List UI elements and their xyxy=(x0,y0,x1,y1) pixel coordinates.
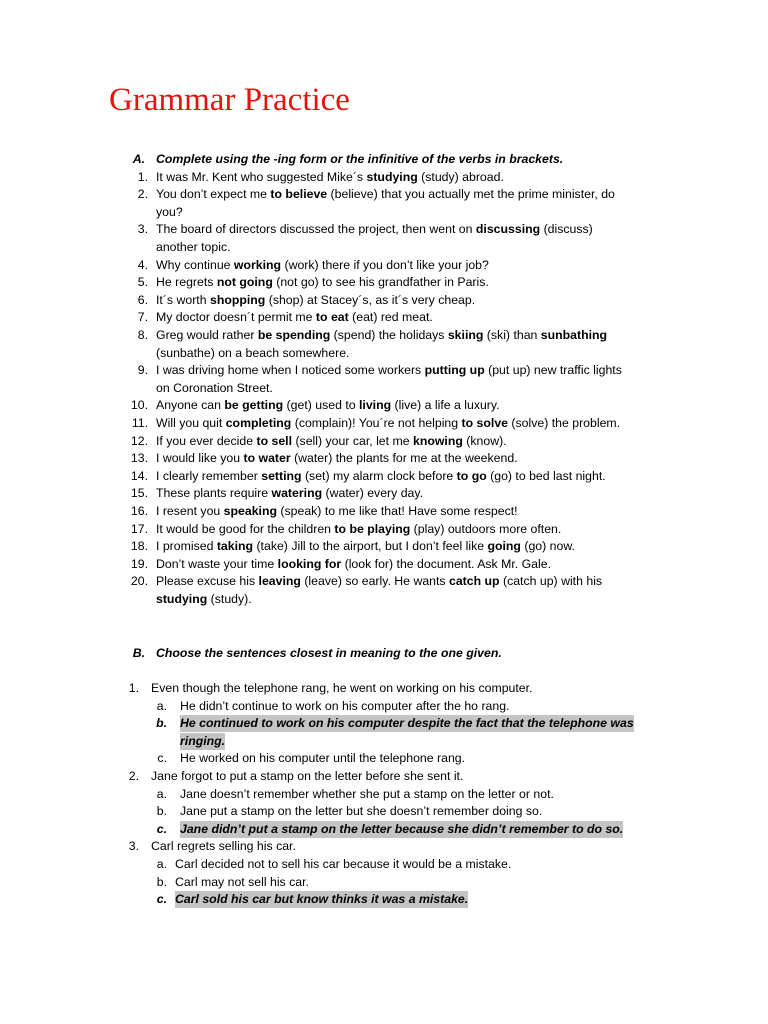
sentence-text: You don’t expect me xyxy=(156,187,271,202)
item-number: 11. xyxy=(131,416,148,430)
item-number: 1. xyxy=(137,169,148,184)
sentence-text: I promised xyxy=(156,539,217,554)
item-text xyxy=(156,204,183,221)
item-text xyxy=(156,468,606,485)
item-number: 7. xyxy=(137,310,148,325)
item-text xyxy=(156,573,602,590)
item-text xyxy=(156,591,252,608)
answer-text: working xyxy=(233,257,282,272)
correct-option-text: He continued to work on his computer despite the fact that the telephone was xyxy=(180,716,634,731)
sentence-text: you? xyxy=(156,204,183,219)
sentence-text: (look for) the document. Ask Mr. Gale. xyxy=(341,556,552,571)
item-text xyxy=(156,415,620,432)
page-title: Grammar Practice xyxy=(109,82,350,118)
item-text xyxy=(156,380,273,397)
answer-text: speaking xyxy=(223,504,277,518)
item-number: 12. xyxy=(130,433,148,448)
answer-text: completing xyxy=(225,416,292,430)
item-text xyxy=(156,556,551,573)
sentence-text: Please excuse his xyxy=(156,574,259,589)
sentence-text: (know). xyxy=(462,433,507,448)
sentence-text: (sunbathe) on a beach somewhere. xyxy=(156,345,350,360)
sentence-text: (take) Jill to the airport, but I don’t feel like xyxy=(253,539,488,554)
option-text: Carl may not sell his car. xyxy=(175,874,309,889)
item-text xyxy=(156,186,615,203)
question-text: Even though the telephone rang, he went on working on his computer. xyxy=(151,681,533,695)
sentence-text: (spend) the holidays xyxy=(330,328,448,342)
answer-text: studying xyxy=(366,169,418,184)
sentence-text: (set) my alarm clock before xyxy=(301,468,457,483)
correct-option-text: Carl sold his car but know thinks it was a mistake. xyxy=(175,892,469,907)
question-text: Carl regrets selling his car. xyxy=(151,839,296,854)
section-a-instruction: Complete using the -ing form or the infinitive of the verbs in brackets. xyxy=(156,152,564,166)
sentence-text: (leave) so early. He wants xyxy=(300,574,449,589)
answer-text: catch up xyxy=(448,574,500,589)
item-number: 13. xyxy=(130,451,148,466)
sentence-text: Will you quit xyxy=(156,416,226,430)
sentence-text: another topic. xyxy=(156,240,231,254)
answer-text: studying xyxy=(156,592,208,606)
item-number: 14. xyxy=(130,468,148,483)
option-letter: c. xyxy=(156,892,167,907)
item-text xyxy=(156,327,607,344)
answer-text: taking xyxy=(216,539,254,554)
sentence-text: If you ever decide xyxy=(156,433,257,448)
option-letter: a. xyxy=(156,857,167,871)
sentence-text: (water) every day. xyxy=(322,486,424,501)
sentence-text: (eat) red meat. xyxy=(348,310,433,325)
answer-text: going xyxy=(487,539,521,554)
answer-text: looking for xyxy=(277,556,342,571)
item-number: 9. xyxy=(137,363,148,378)
answer-text: living xyxy=(359,398,392,413)
sentence-text: It´s worth xyxy=(156,292,210,307)
item-number: 10. xyxy=(130,398,148,413)
sentence-text: He regrets xyxy=(156,275,217,290)
sentence-text: The board of directors discussed the project, then went on xyxy=(156,222,476,237)
answer-text: to sell xyxy=(256,433,293,448)
option-letter: b. xyxy=(156,716,167,731)
item-number: 16. xyxy=(130,504,148,518)
option-text: Carl decided not to sell his car because it would be a mistake. xyxy=(175,857,512,871)
option-letter: c. xyxy=(157,751,167,766)
option-letter: a. xyxy=(156,786,167,801)
question-text: Jane forgot to put a stamp on the letter before she sent it. xyxy=(151,769,464,783)
correct-option-text: Jane didn’t put a stamp on the letter because she didn’t remember to do so. xyxy=(180,821,624,836)
option-letter: b. xyxy=(156,804,167,819)
item-text xyxy=(156,433,507,450)
sentence-text: (ski) than xyxy=(483,328,541,342)
sentence-text: (live) a life a luxury. xyxy=(391,398,500,413)
answer-text: to solve xyxy=(461,416,508,430)
item-number: 2. xyxy=(137,187,148,202)
answer-text: watering xyxy=(271,486,323,501)
sentence-text: on Coronation Street. xyxy=(156,380,273,395)
answer-text: sunbathing xyxy=(540,328,608,342)
question-number: 3. xyxy=(128,839,139,854)
section-a-letter: A. xyxy=(132,152,145,166)
item-number: 20. xyxy=(130,574,148,589)
sentence-text: (solve) the problem. xyxy=(508,416,621,430)
answer-text: to be playing xyxy=(334,521,411,536)
option-letter: c. xyxy=(156,821,167,836)
sentence-text: Don’t waste your time xyxy=(156,556,278,571)
item-number: 3. xyxy=(137,222,148,237)
option-text: Jane doesn’t remember whether she put a stamp on the letter or not. xyxy=(180,786,554,801)
sentence-text: (study) abroad. xyxy=(417,169,504,184)
item-number: 5. xyxy=(137,275,148,290)
sentence-text: (get) used to xyxy=(283,398,359,413)
sentence-text: I clearly remember xyxy=(156,468,262,483)
sentence-text: It would be good for the children xyxy=(156,521,335,536)
option-letter: a. xyxy=(156,698,167,713)
sentence-text: These plants require xyxy=(156,486,272,501)
option-text: He worked on his computer until the telephone rang. xyxy=(180,751,466,766)
item-number: 15. xyxy=(130,486,148,501)
item-number: 17. xyxy=(130,521,148,536)
item-text xyxy=(156,274,489,291)
item-text xyxy=(156,169,504,186)
item-text xyxy=(156,503,518,520)
item-number: 18. xyxy=(130,539,148,554)
sentence-text: (study). xyxy=(207,592,252,606)
sentence-text: (discuss) xyxy=(540,222,593,237)
answer-text: not going xyxy=(216,275,273,290)
sentence-text: (speak) to me like that! Have some respect! xyxy=(276,504,518,518)
answer-text: setting xyxy=(261,468,302,483)
sentence-text: (complain)! You´re not helping xyxy=(291,416,462,430)
answer-text: to believe xyxy=(270,187,328,202)
sentence-text: I resent you xyxy=(156,504,224,518)
sentence-text: (not go) to see his grandfather in Paris. xyxy=(272,275,489,290)
sentence-text: (sell) your car, let me xyxy=(292,433,413,448)
option-text: He didn’t continue to work on his computer after the ho rang. xyxy=(180,698,510,713)
item-text xyxy=(156,239,231,256)
item-text xyxy=(156,345,349,362)
sentence-text: (work) there if you don’t like your job? xyxy=(281,257,489,272)
item-text xyxy=(156,362,622,379)
option-letter: b. xyxy=(156,874,167,889)
answer-text: to water xyxy=(243,451,291,466)
item-text xyxy=(156,485,423,502)
sentence-text: (catch up) with his xyxy=(499,574,603,589)
answer-text: knowing xyxy=(412,433,463,448)
question-number: 1. xyxy=(128,681,139,695)
item-number: 19. xyxy=(130,556,148,571)
item-text xyxy=(156,309,433,326)
answer-text: leaving xyxy=(258,574,301,589)
question-number: 2. xyxy=(128,769,139,783)
correct-option-text: ringing. xyxy=(180,733,226,748)
sentence-text: I was driving home when I noticed some workers xyxy=(156,363,425,378)
item-text xyxy=(156,450,518,467)
sentence-text: (go) to bed last night. xyxy=(486,468,606,483)
sentence-text: Greg would rather xyxy=(156,328,258,342)
item-text xyxy=(156,221,593,238)
sentence-text: It was Mr. Kent who suggested Mike´s xyxy=(156,169,367,184)
sentence-text: (put up) new traffic lights xyxy=(484,363,622,378)
sentence-text: My doctor doesn´t permit me xyxy=(156,310,316,325)
sentence-text: (go) now. xyxy=(520,539,575,554)
answer-text: to eat xyxy=(315,310,349,325)
item-text xyxy=(156,538,575,555)
item-text xyxy=(156,292,475,309)
sentence-text: I would like you xyxy=(156,451,244,466)
answer-text: be spending xyxy=(257,328,331,342)
option-text: Jane put a stamp on the letter but she doesn’t remember doing so. xyxy=(180,804,543,819)
sentence-text: (water) the plants for me at the weekend. xyxy=(290,451,518,466)
item-number: 8. xyxy=(137,328,148,342)
item-text xyxy=(156,257,489,274)
answer-text: shopping xyxy=(209,292,266,307)
answer-text: skiing xyxy=(447,328,484,342)
section-b-letter: B. xyxy=(132,646,145,660)
sentence-text: Anyone can xyxy=(156,398,225,413)
answer-text: putting up xyxy=(424,363,485,378)
item-text xyxy=(156,397,500,414)
sentence-text: (play) outdoors more often. xyxy=(410,521,562,536)
sentence-text: (shop) at Stacey´s, as it´s very cheap. xyxy=(265,292,476,307)
answer-text: discussing xyxy=(475,222,541,237)
answer-text: be getting xyxy=(224,398,284,413)
sentence-text: Why continue xyxy=(156,257,234,272)
item-number: 4. xyxy=(137,257,148,272)
sentence-text: (believe) that you actually met the prime minister, do xyxy=(327,187,615,202)
item-number: 6. xyxy=(137,292,148,307)
item-text xyxy=(156,521,561,538)
answer-text: to go xyxy=(456,468,487,483)
section-b-instruction: Choose the sentences closest in meaning to the one given. xyxy=(156,646,502,660)
